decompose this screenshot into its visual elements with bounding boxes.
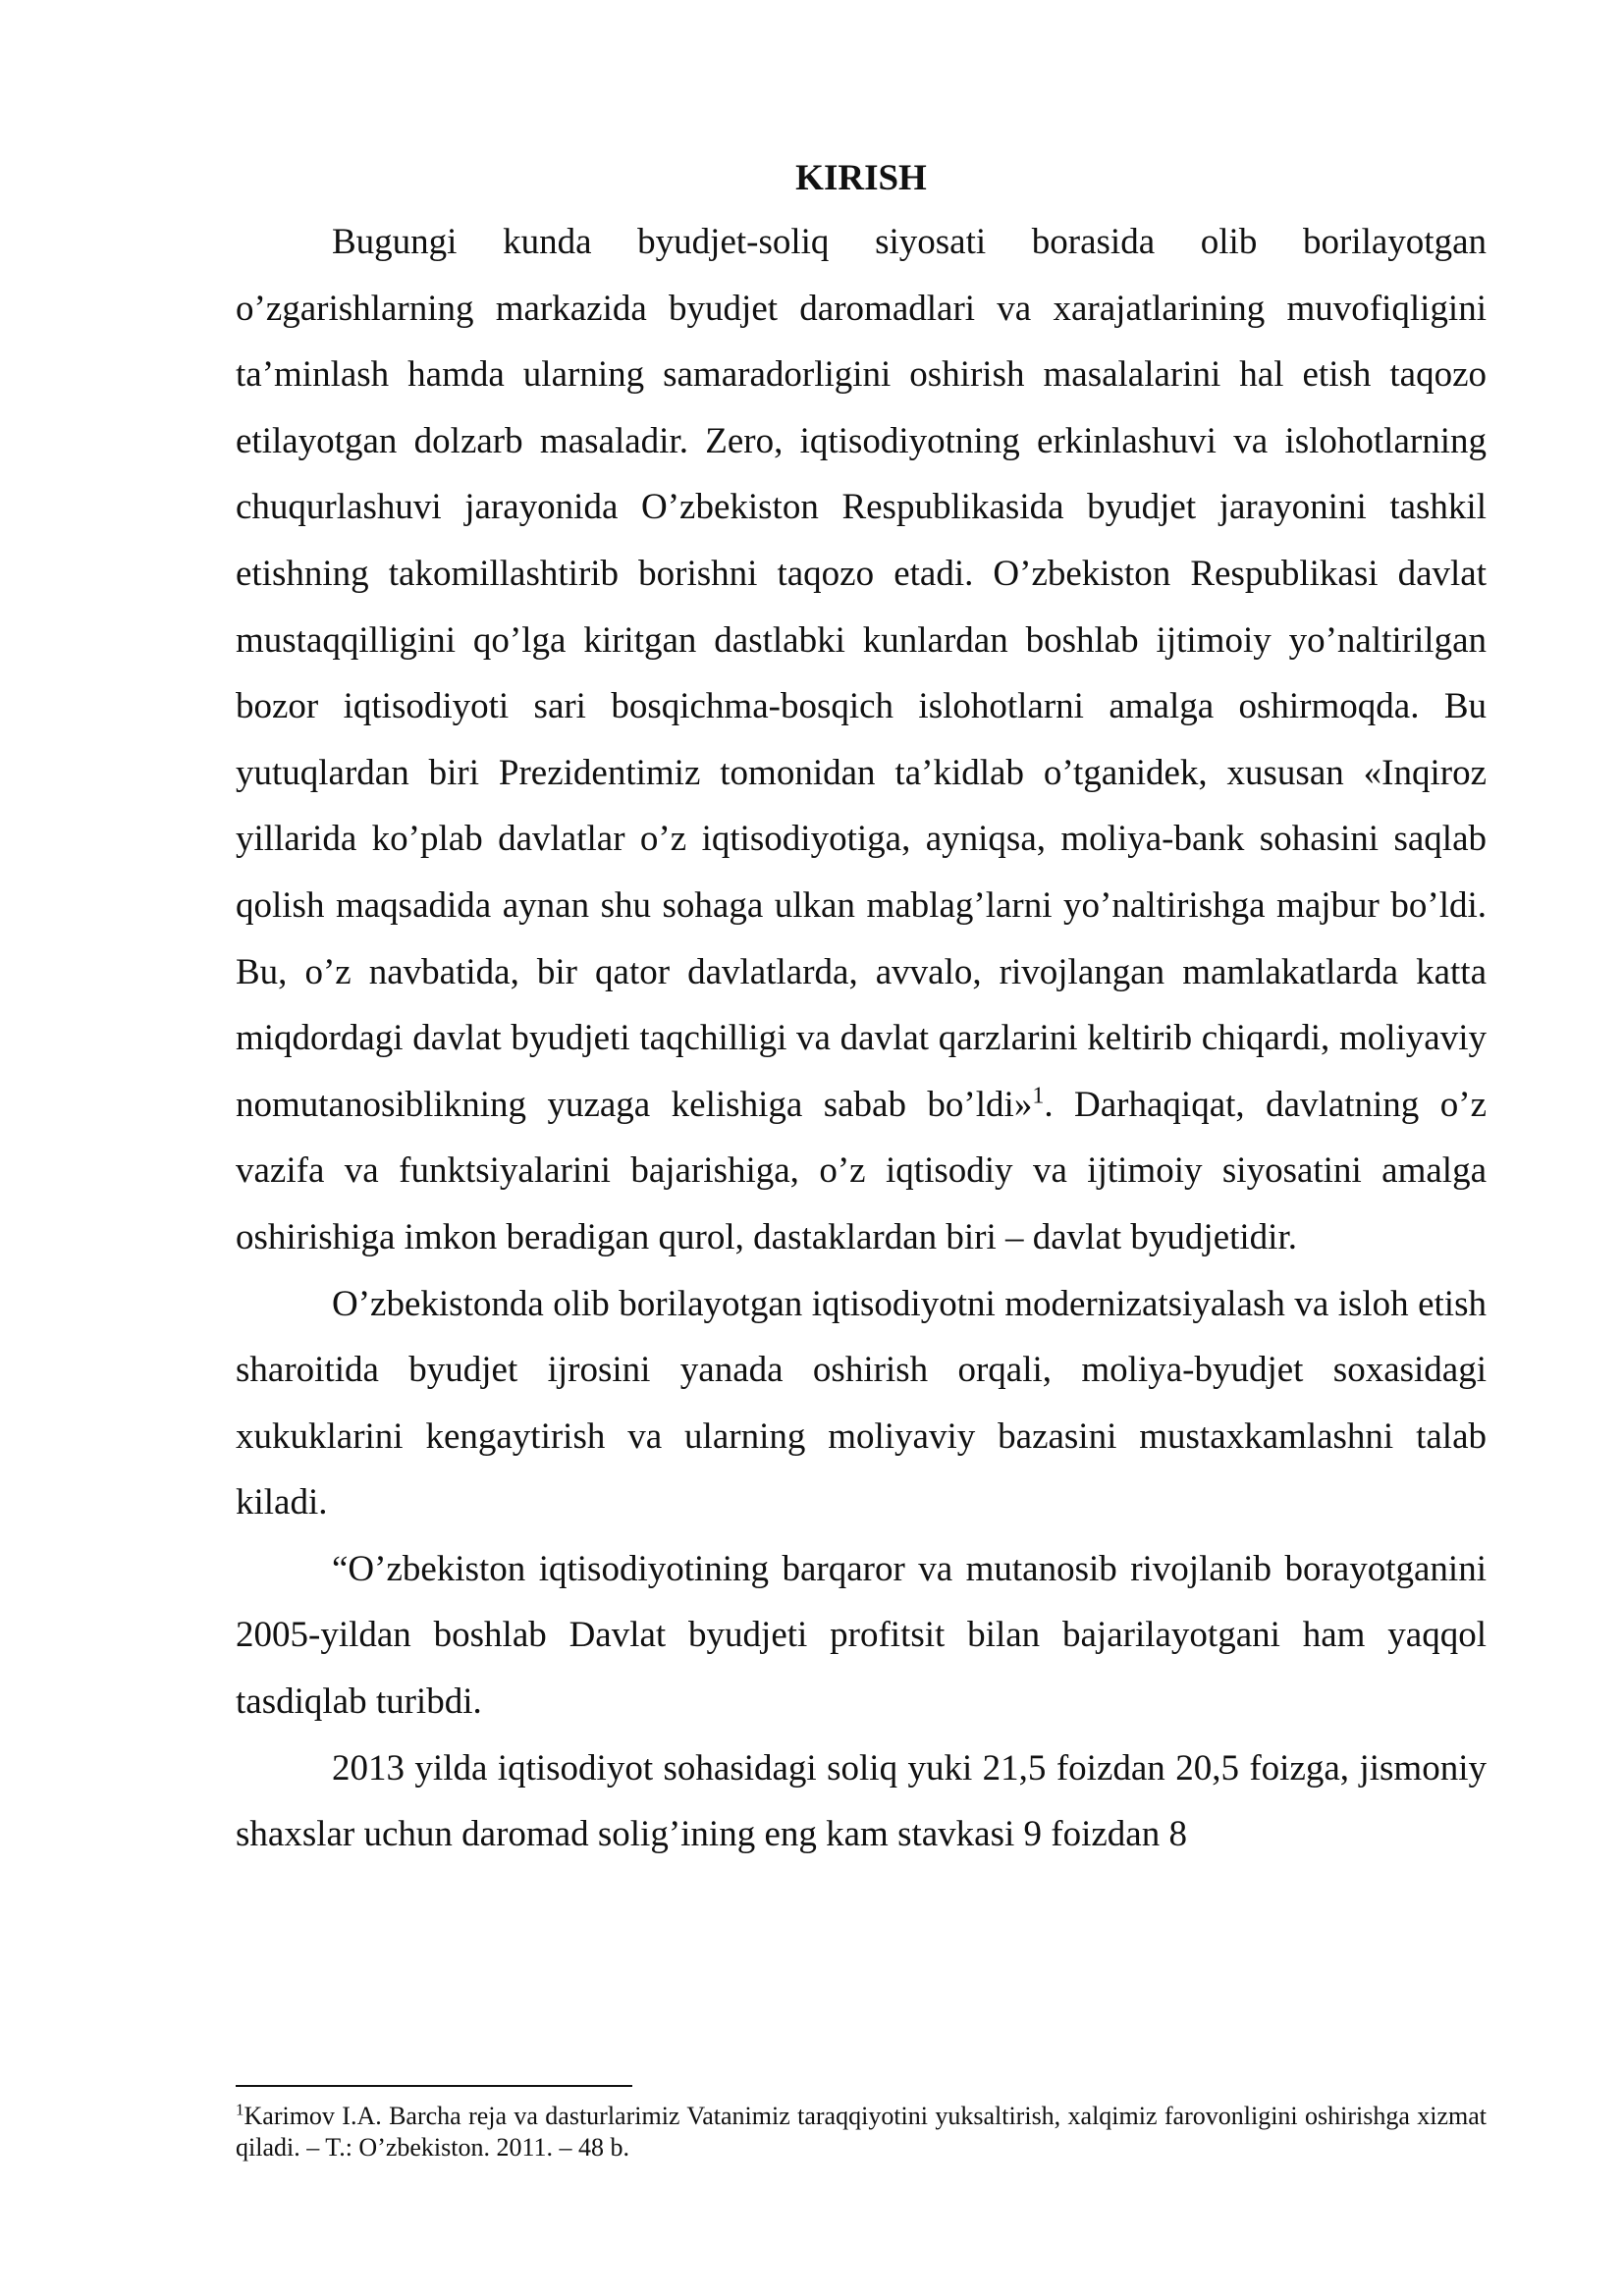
page-heading: KIRISH: [795, 158, 927, 198]
paragraph-1-continuation: . Darhaqiqat, davlatning o’z vazifa va funktsiyalarini bajarishiga, o’z iqtisodiy va ijtimoiy siyosatini amalga oshirishiga imkon beradigan qurol, dastaklardan biri – davlat byudjetidir.: [236, 1084, 1488, 1257]
footnote-number: 1: [236, 2100, 244, 2119]
body-text: [236, 209, 1487, 1868]
paragraph-4: 2013 yilda iqtisodiyot sohasidagi soliq yuki 21,5 foizdan 20,5 foizga, jismoniy shaxslar uchun daromad solig’ining eng kam stavkasi 9 foizdan 8: [236, 1747, 1487, 1855]
paragraph-2: O’zbekistonda olib borilayotgan iqtisodiyotni modernizatsiyalash va isloh etish sharoitida byudjet ijrosini yanada oshirish orqali, moliya-byudjet soxasidagi xukuklarini kengaytirish va ularning moliyaviy bazasini mustaxkamlashni talab kiladi.: [236, 1283, 1487, 1523]
footnote-text: Karimov I.A. Barcha reja va dasturlarimiz Vatanimiz taraqqiyotini yuksaltirish, xalqimiz farovonligini oshirishga xizmat qiladi. – T.: O’zbekiston. 2011. – 48 b.: [236, 2102, 1487, 2162]
footnote: [236, 2101, 1487, 2163]
footnote-separator: [236, 2085, 632, 2087]
paragraph-1: [236, 209, 1487, 1271]
paragraph-1-text: Bugungi kunda byudjet-soliq siyosati borasida olib borilayotgan o’zgarishlarning markazida byudjet daromadlari va xarajatlarining muvofiqligini ta’minlash hamda ularning samaradorligini oshirish masalalarini hal etish taqozo etilayotgan dolzarb masaladir. Zero, iqtisodiyotning erkinlashuvi va islohotlarning chuqurlashuvi jarayonida O’zbekiston Respublikasida byudjet jarayonini tashkil etishning takomillashtirib borishni taqozo etadi. O’zbekiston Respublikasi davlat mustaqqilligini qo’lga kiritgan dastlabki kunlardan boshlab ijtimoiy yo’naltirilgan bozor iqtisodiyoti sari bosqichma-bosqich islohotlarni amalga oshirmoqda. Bu yutuqlardan biri Prezidentimiz tomonidan ta’kidlab o’tganidek, xususan «Inqiroz yillarida ko’plab davlatlar o’z iqtisodiyotiga, ayniqsa, moliya-bank sohasini saqlab qolish maqsadida aynan shu sohaga ulkan mablag’larni yo’naltirishga majbur bo’ldi. Bu, o’z navbatida, bir qator davlatlarda, avvalo, rivojlangan mamlakatlarda katta miqdordagi davlat byudjeti taqchilligi va davlat qarzlarini keltirib chiqardi, moliyaviy nomutanosiblikning yuzaga kelishiga sabab bo’ldi»: [236, 222, 1487, 1125]
paragraph-3: “O’zbekiston iqtisodiyotining barqaror va mutanosib rivojlanib borayotganini 2005-yildan boshlab Davlat byudjeti profitsit bilan bajarilayotgani ham yaqqol tasdiqlab turibdi.: [236, 1548, 1487, 1723]
footnote-reference[interactable]: 1: [1032, 1083, 1045, 1109]
